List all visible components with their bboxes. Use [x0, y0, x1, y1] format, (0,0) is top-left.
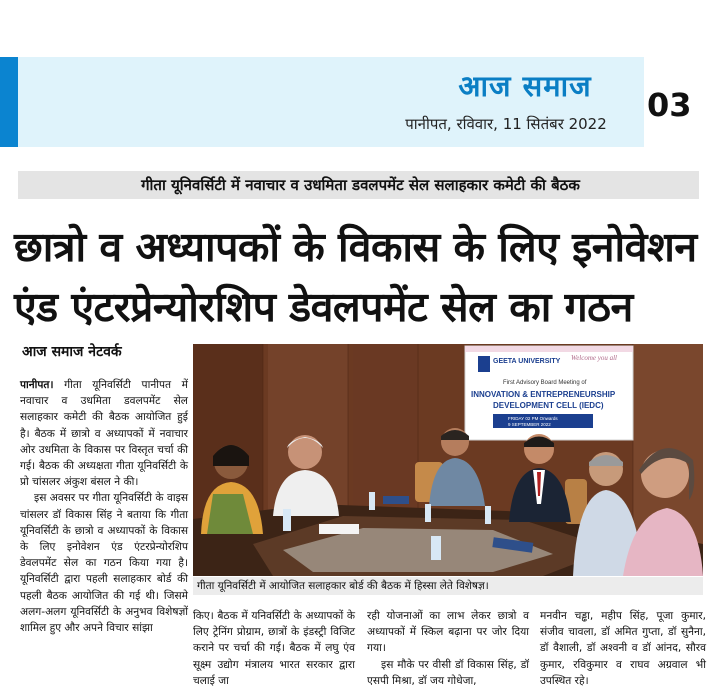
newspaper-name: आज समाज	[458, 69, 592, 103]
article-column-2	[193, 608, 355, 689]
masthead-dateline: पानीपत, रविवार, 11 सितंबर 2022	[405, 115, 607, 133]
paragraph: इस अवसर पर गीता यूनिवर्सिटी के वाइस चांसलर डॉ विकास सिंह ने बताया कि गीता यूनिवर्सिटी के छात्रो व अध्यापकों के विकास के लिए इनोवेशन एंड एंटरप्रेन्योरशिप डेवलपमेंट सेल का गठन किया गया है। यूनिवर्सिटी द्वारा पहली सलाहकार बोर्ड की पहली बैठक आयोजित की गई थी। जिसमे अलग-अलग यूनिवर्सिटी के अनुभव विशेषज्ञों शामिल हुए और अपने विचार सांझा	[20, 492, 188, 635]
banner-logo-text: GEETA UNIVERSITY	[493, 358, 561, 365]
meeting-photo	[193, 344, 703, 576]
headline-line-1: छात्रो व अध्यापकों के विकास के लिए इनोवेशन	[14, 223, 697, 271]
article-kicker: गीता यूनिवर्सिटी में नवाचार व उधमिता डवलपमेंट सेल सलाहकार कमेटी की बैठक	[141, 176, 580, 194]
paragraph: किए। बैठक में यनिवर्सिटी के अध्यापकों के लिए ट्रेनिंग प्रोग्राम, छात्रों के इंडस्ट्री विजिट कराने पर चर्चा की गई। बैठक में लघु एंव सूक्ष्म उद्योग मंत्रालय भारत सरकार द्वारा चलाई जा	[193, 610, 355, 687]
photo-caption: गीता यूनिवर्सिटी में आयोजित सलाहकार बोर्ड की बैठक में हिस्सा लेते विशेषज्ञ।	[193, 577, 703, 595]
article-column-1	[20, 377, 188, 636]
banner-date: 9 SEPTEMBER 2022	[508, 422, 551, 427]
banner-line-1: First Advisory Board Meeting of	[503, 380, 587, 386]
paragraph: इस मौके पर वीसी डॉ विकास सिंह, डॉ एसपी मिश्रा, डॉ जय गोधेजा,	[367, 658, 529, 687]
headline-line-2: एंड एंटरप्रेन्योरशिप डेवलपमेंट सेल का गठन	[14, 283, 633, 331]
article-column-4	[540, 608, 706, 689]
paragraph: रही योजनाओं का लाभ लेकर छात्रो व अध्यापकों में स्किल बढ़ाना पर जोर दिया गया।	[367, 610, 529, 655]
paragraph: मनवीन चड्ढा, महीप सिंह, पूजा कुमार, संजीव चावला, डॉ अमित गुप्ता, डॉ सुनैना, डॉ वैशाली, डॉ अश्वनी व डॉ आंनद, सौरव कुमार, रविकुमार व राघव अग्रवाल भी उपस्थित रहे।	[540, 610, 706, 687]
banner-welcome-text: Welcome you all	[571, 354, 618, 362]
masthead-accent-bar	[0, 57, 18, 147]
article-dateline: पानीपत।	[20, 379, 54, 391]
banner-time: FRIDAY 02 PM Onwards	[508, 416, 558, 421]
byline: आज समाज नेटवर्क	[22, 344, 122, 360]
banner-line-3: DEVELOPMENT CELL (IEDC)	[493, 401, 604, 410]
page-number: 03	[647, 86, 692, 124]
paragraph: गीता यूनिवर्सिटी पानीपत में नवाचार व उधमिता डवलपमेंट सेल सलाहकार कमेटी की बैठक आयोजित हुई है। बैठक में छात्रो व अध्यापकों में नवाचार ओर उधमिता के विकास पर विस्तृत चर्चा की गई। बैठक की अध्यक्षता गीता यूनिवर्सिटी के प्रो चांसलर अंकुश बंसल ने की।	[20, 379, 188, 489]
article-column-3	[367, 608, 529, 689]
banner-line-2: INNOVATION & ENTREPRENEURSHIP	[471, 390, 616, 399]
